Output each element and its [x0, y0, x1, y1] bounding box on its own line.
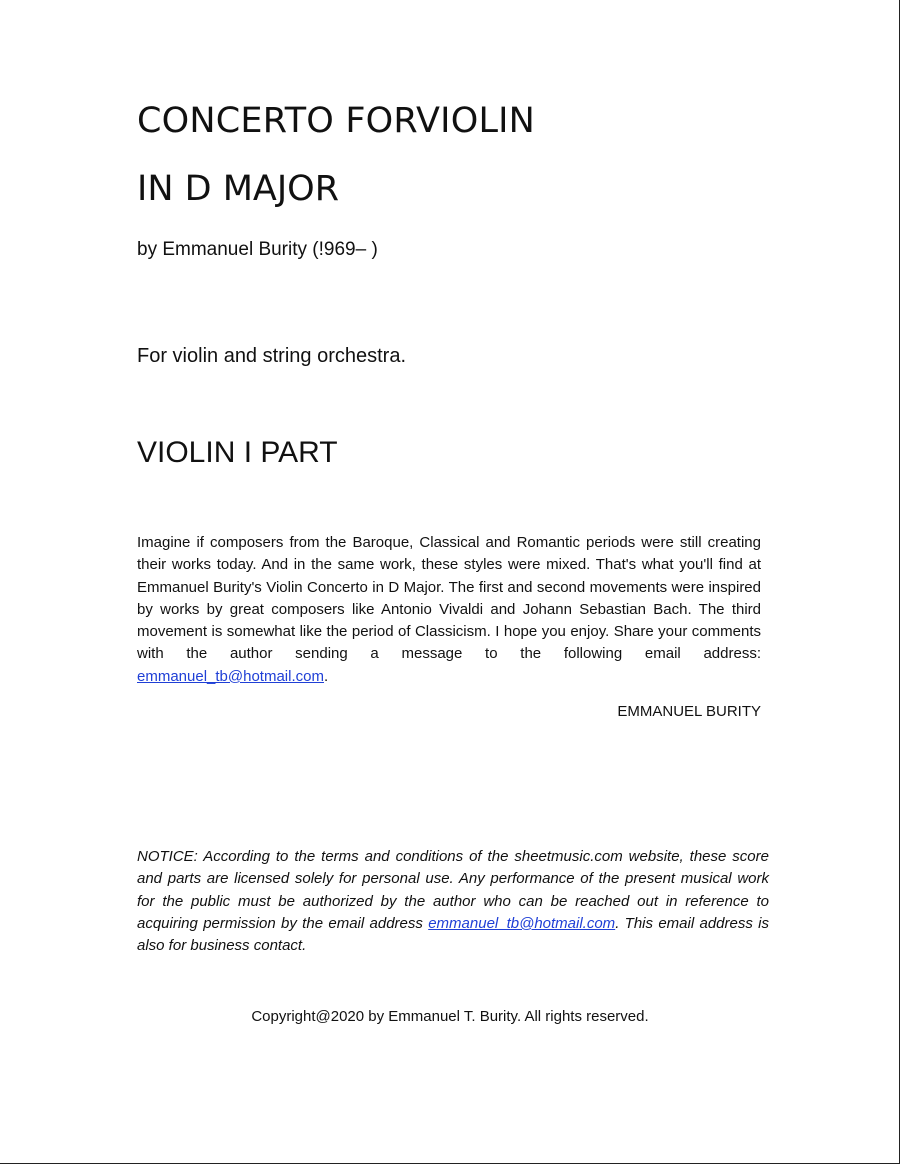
- title-line-2: IN D MAJOR: [137, 169, 340, 209]
- notice-text: NOTICE: According to the terms and conditions of the sheetmusic.com website, these score and parts are licensed solely for personal use. Any performance of the present musical work for the public must be authorized by the author who can be reached out in reference to acquiring permission by the email address: [137, 848, 769, 932]
- part-label: VIOLIN I PART: [137, 436, 338, 469]
- instrumentation: For violin and string orchestra.: [137, 345, 407, 367]
- notice-paragraph: [137, 846, 769, 957]
- description-paragraph: [137, 532, 761, 688]
- composer-byline: by Emmanuel Burity (!969– ): [137, 239, 378, 260]
- title-line-1: CONCERTO FORVIOLIN: [137, 101, 536, 141]
- description-text: Imagine if composers from the Baroque, Classical and Romantic periods were still creating their works today. And in the same work, these styles were mixed. That's what you'll find at Emmanuel Burity's Violin Concerto in D Major. The first and second movements were inspired by works by great composers like Antonio Vivaldi and Johann Sebastian Bach. The third movement is somewhat like the period of Classicism. I hope you enjoy. Share your comments with the author sending a message to the following email address:: [137, 534, 761, 663]
- description-end: .: [323, 667, 329, 685]
- description-email-link[interactable]: emmanuel_tb@hotmail.com: [137, 667, 324, 685]
- notice-end: . This email address is also for business contact.: [137, 914, 769, 955]
- copyright-notice: Copyright@2020 by Emmanuel T. Burity. All rights reserved.: [251, 1008, 649, 1025]
- signature: EMMANUEL BURITY: [617, 703, 761, 720]
- notice-email-link[interactable]: emmanuel_tb@hotmail.com: [428, 914, 616, 932]
